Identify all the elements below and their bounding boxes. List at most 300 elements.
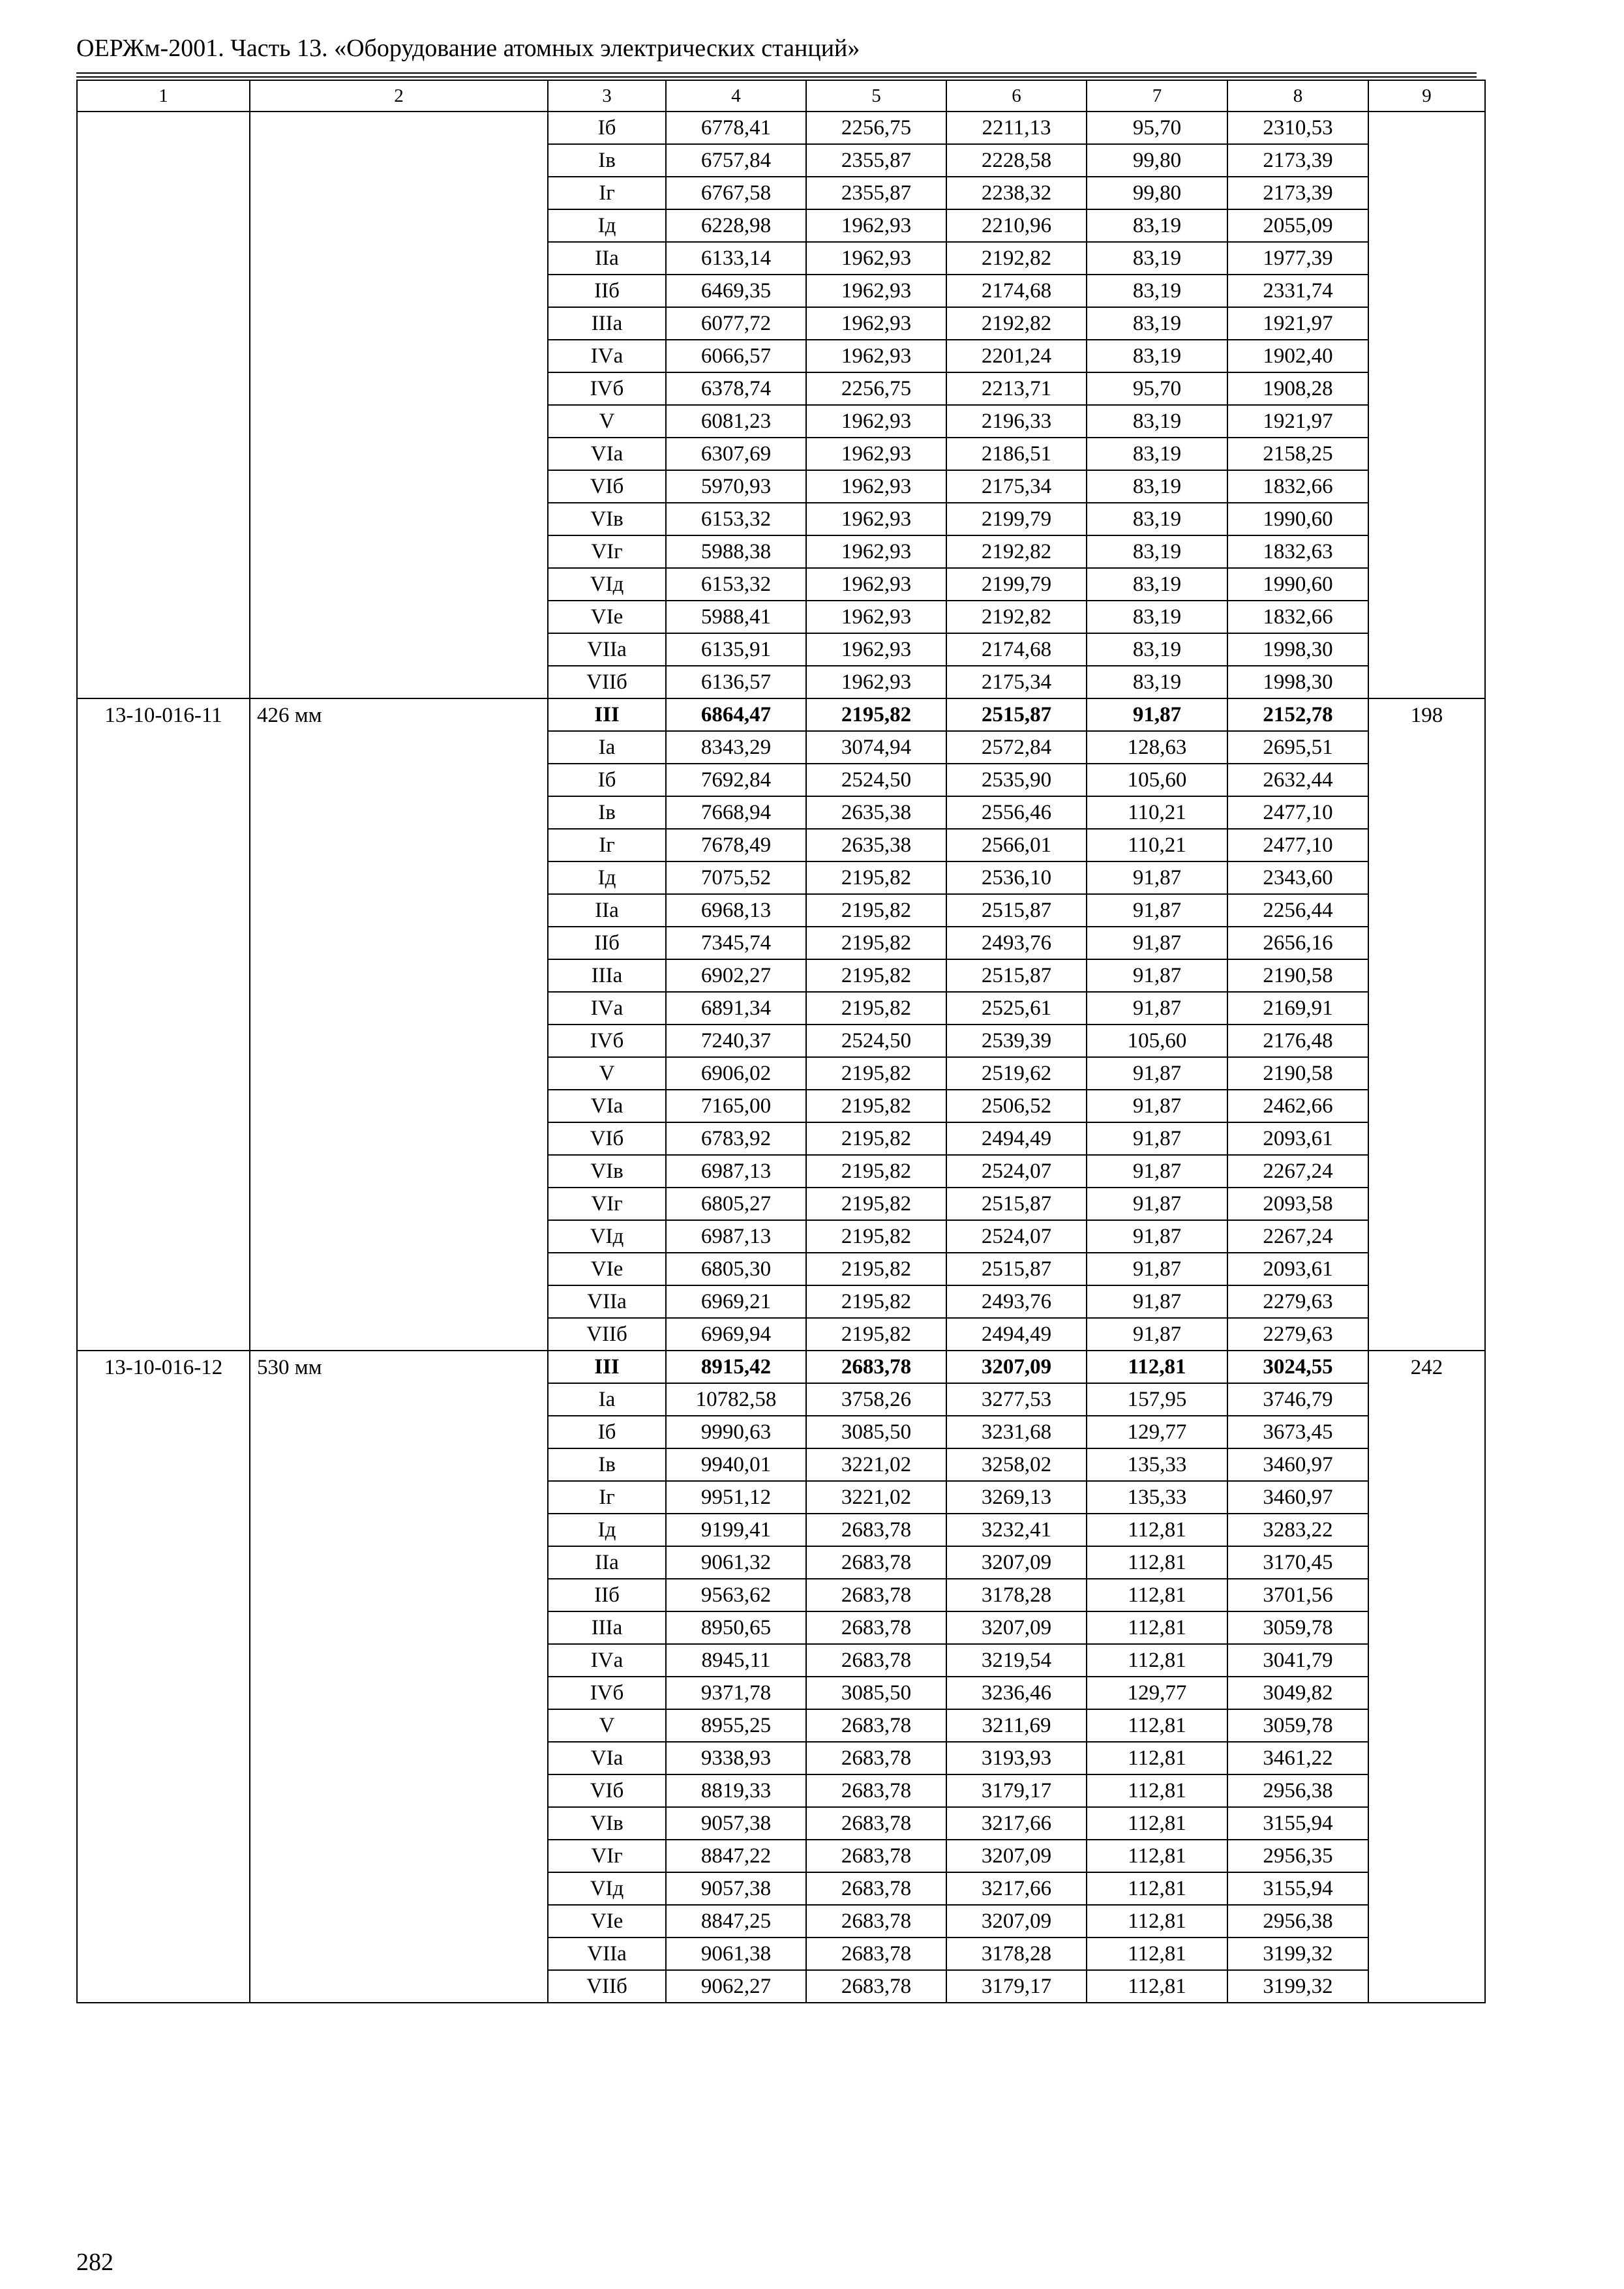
value-cell-col7: 83,19 xyxy=(1087,568,1227,601)
value-cell-col6: 2174,68 xyxy=(946,275,1087,307)
value-cell-col5: 2195,82 xyxy=(806,1122,946,1155)
value-cell-col7: 99,80 xyxy=(1087,177,1227,209)
value-cell-col5: 2195,82 xyxy=(806,1155,946,1188)
value-cell-col8: 2267,24 xyxy=(1227,1155,1368,1188)
category-cell: VIа xyxy=(548,1742,666,1774)
category-cell: Iб xyxy=(548,112,666,144)
value-cell-col6: 3258,02 xyxy=(946,1448,1087,1481)
value-cell-col6: 2535,90 xyxy=(946,764,1087,796)
value-cell-col6: 2536,10 xyxy=(946,861,1087,894)
value-cell-col7: 112,81 xyxy=(1087,1351,1227,1383)
value-cell-col8: 3673,45 xyxy=(1227,1416,1368,1448)
value-cell-col5: 2683,78 xyxy=(806,1709,946,1742)
category-cell: VIд xyxy=(548,1220,666,1253)
value-cell-col8: 1998,30 xyxy=(1227,666,1368,698)
value-cell-col7: 91,87 xyxy=(1087,927,1227,959)
value-cell-col7: 83,19 xyxy=(1087,470,1227,503)
value-cell-col5: 2683,78 xyxy=(806,1546,946,1579)
value-cell-col8: 2173,39 xyxy=(1227,177,1368,209)
category-cell: VIа xyxy=(548,1090,666,1122)
value-cell-col7: 83,19 xyxy=(1087,535,1227,568)
value-cell-col8: 2093,61 xyxy=(1227,1253,1368,1285)
value-cell-col8: 3460,97 xyxy=(1227,1448,1368,1481)
value-cell-col5: 2195,82 xyxy=(806,1220,946,1253)
column-number: 6 xyxy=(946,80,1087,112)
table-row xyxy=(77,112,1485,144)
value-cell-col4: 9057,38 xyxy=(666,1872,806,1905)
value-cell-col7: 83,19 xyxy=(1087,601,1227,633)
value-cell-col5: 1962,93 xyxy=(806,503,946,535)
value-cell-col6: 2196,33 xyxy=(946,405,1087,438)
value-cell-col6: 2175,34 xyxy=(946,666,1087,698)
value-cell-col7: 91,87 xyxy=(1087,698,1227,731)
value-cell-col5: 2195,82 xyxy=(806,927,946,959)
value-cell-col5: 1962,93 xyxy=(806,242,946,275)
category-cell: IIIа xyxy=(548,1611,666,1644)
value-cell-col7: 91,87 xyxy=(1087,894,1227,927)
value-cell-col8: 2632,44 xyxy=(1227,764,1368,796)
value-cell-col4: 8950,65 xyxy=(666,1611,806,1644)
value-cell-col8: 3170,45 xyxy=(1227,1546,1368,1579)
value-cell-col5: 2195,82 xyxy=(806,1090,946,1122)
value-cell-col4: 6767,58 xyxy=(666,177,806,209)
category-cell: VIе xyxy=(548,1905,666,1937)
value-cell-col4: 6228,98 xyxy=(666,209,806,242)
category-cell: IVа xyxy=(548,340,666,372)
value-cell-col5: 1962,93 xyxy=(806,568,946,601)
value-cell-col5: 3221,02 xyxy=(806,1481,946,1514)
value-cell-col7: 135,33 xyxy=(1087,1481,1227,1514)
value-cell-col6: 2174,68 xyxy=(946,633,1087,666)
category-cell: Iв xyxy=(548,144,666,177)
value-cell-col8: 3199,32 xyxy=(1227,1937,1368,1970)
value-cell-col5: 2683,78 xyxy=(806,1807,946,1840)
category-cell: VIб xyxy=(548,470,666,503)
category-cell: VIIа xyxy=(548,633,666,666)
value-cell-col5: 2683,78 xyxy=(806,1937,946,1970)
value-cell-col5: 2683,78 xyxy=(806,1514,946,1546)
category-cell: V xyxy=(548,1709,666,1742)
rate-value-cell xyxy=(1368,112,1485,698)
value-cell-col7: 129,77 xyxy=(1087,1677,1227,1709)
value-cell-col5: 2635,38 xyxy=(806,796,946,829)
value-cell-col8: 2055,09 xyxy=(1227,209,1368,242)
value-cell-col6: 3236,46 xyxy=(946,1677,1087,1709)
value-cell-col6: 2192,82 xyxy=(946,535,1087,568)
value-cell-col6: 3219,54 xyxy=(946,1644,1087,1677)
rate-code-cell xyxy=(77,112,250,698)
value-cell-col6: 3178,28 xyxy=(946,1579,1087,1611)
value-cell-col4: 9951,12 xyxy=(666,1481,806,1514)
value-cell-col4: 6778,41 xyxy=(666,112,806,144)
value-cell-col5: 2683,78 xyxy=(806,1611,946,1644)
value-cell-col8: 2310,53 xyxy=(1227,112,1368,144)
value-cell-col4: 6469,35 xyxy=(666,275,806,307)
value-cell-col8: 2176,48 xyxy=(1227,1025,1368,1057)
value-cell-col5: 2683,78 xyxy=(806,1644,946,1677)
table-body xyxy=(77,80,1485,2003)
value-cell-col4: 6906,02 xyxy=(666,1057,806,1090)
value-cell-col7: 91,87 xyxy=(1087,1285,1227,1318)
value-cell-col6: 3211,69 xyxy=(946,1709,1087,1742)
column-number: 7 xyxy=(1087,80,1227,112)
value-cell-col4: 6081,23 xyxy=(666,405,806,438)
value-cell-col5: 2683,78 xyxy=(806,1351,946,1383)
value-cell-col6: 2566,01 xyxy=(946,829,1087,861)
value-cell-col5: 2683,78 xyxy=(806,1840,946,1872)
value-cell-col6: 2238,32 xyxy=(946,177,1087,209)
value-cell-col8: 3155,94 xyxy=(1227,1807,1368,1840)
value-cell-col8: 2956,35 xyxy=(1227,1840,1368,1872)
value-cell-col8: 1908,28 xyxy=(1227,372,1368,405)
value-cell-col7: 112,81 xyxy=(1087,1840,1227,1872)
value-cell-col8: 3701,56 xyxy=(1227,1579,1368,1611)
value-cell-col8: 2956,38 xyxy=(1227,1905,1368,1937)
value-cell-col4: 8343,29 xyxy=(666,731,806,764)
value-cell-col4: 6378,74 xyxy=(666,372,806,405)
value-cell-col6: 3232,41 xyxy=(946,1514,1087,1546)
value-cell-col4: 9371,78 xyxy=(666,1677,806,1709)
value-cell-col5: 2683,78 xyxy=(806,1742,946,1774)
value-cell-col7: 128,63 xyxy=(1087,731,1227,764)
value-cell-col4: 7345,74 xyxy=(666,927,806,959)
value-cell-col7: 112,81 xyxy=(1087,1579,1227,1611)
value-cell-col7: 83,19 xyxy=(1087,666,1227,698)
value-cell-col5: 2355,87 xyxy=(806,177,946,209)
value-cell-col5: 1962,93 xyxy=(806,209,946,242)
value-cell-col5: 2524,50 xyxy=(806,1025,946,1057)
value-cell-col8: 2477,10 xyxy=(1227,796,1368,829)
value-cell-col6: 3207,09 xyxy=(946,1840,1087,1872)
value-cell-col5: 2195,82 xyxy=(806,1188,946,1220)
value-cell-col7: 91,87 xyxy=(1087,1090,1227,1122)
category-cell: Iв xyxy=(548,1448,666,1481)
value-cell-col8: 2956,38 xyxy=(1227,1774,1368,1807)
value-cell-col5: 2355,87 xyxy=(806,144,946,177)
value-cell-col6: 3269,13 xyxy=(946,1481,1087,1514)
value-cell-col4: 6891,34 xyxy=(666,992,806,1025)
value-cell-col6: 2493,76 xyxy=(946,927,1087,959)
category-cell: IIIа xyxy=(548,959,666,992)
value-cell-col4: 6135,91 xyxy=(666,633,806,666)
value-cell-col5: 2195,82 xyxy=(806,1318,946,1351)
value-cell-col6: 2228,58 xyxy=(946,144,1087,177)
value-cell-col4: 9199,41 xyxy=(666,1514,806,1546)
value-cell-col7: 91,87 xyxy=(1087,1122,1227,1155)
value-cell-col7: 105,60 xyxy=(1087,1025,1227,1057)
value-cell-col7: 95,70 xyxy=(1087,372,1227,405)
value-cell-col8: 3155,94 xyxy=(1227,1872,1368,1905)
value-cell-col5: 2195,82 xyxy=(806,1253,946,1285)
value-cell-col4: 8847,25 xyxy=(666,1905,806,1937)
value-cell-col4: 6805,30 xyxy=(666,1253,806,1285)
value-cell-col6: 2515,87 xyxy=(946,1188,1087,1220)
value-cell-col7: 157,95 xyxy=(1087,1383,1227,1416)
value-cell-col4: 6805,27 xyxy=(666,1188,806,1220)
rates-table xyxy=(76,80,1486,2003)
category-cell: IIа xyxy=(548,1546,666,1579)
value-cell-col6: 3193,93 xyxy=(946,1742,1087,1774)
value-cell-col4: 9940,01 xyxy=(666,1448,806,1481)
value-cell-col6: 2192,82 xyxy=(946,307,1087,340)
value-cell-col6: 2494,49 xyxy=(946,1122,1087,1155)
value-cell-col7: 112,81 xyxy=(1087,1807,1227,1840)
value-cell-col7: 135,33 xyxy=(1087,1448,1227,1481)
header-rule-bottom xyxy=(76,76,1477,78)
category-cell: Iг xyxy=(548,1481,666,1514)
value-cell-col6: 2192,82 xyxy=(946,601,1087,633)
value-cell-col4: 9563,62 xyxy=(666,1579,806,1611)
value-cell-col7: 112,81 xyxy=(1087,1709,1227,1742)
value-cell-col8: 2279,63 xyxy=(1227,1285,1368,1318)
header-rule-top xyxy=(76,72,1477,74)
value-cell-col8: 3059,78 xyxy=(1227,1611,1368,1644)
value-cell-col6: 3231,68 xyxy=(946,1416,1087,1448)
value-cell-col7: 91,87 xyxy=(1087,1318,1227,1351)
category-cell: IVб xyxy=(548,372,666,405)
value-cell-col8: 2093,61 xyxy=(1227,1122,1368,1155)
value-cell-col6: 2213,71 xyxy=(946,372,1087,405)
category-cell: V xyxy=(548,1057,666,1090)
value-cell-col5: 1962,93 xyxy=(806,275,946,307)
table-row xyxy=(77,1351,1485,1383)
category-cell: VIв xyxy=(548,503,666,535)
value-cell-col7: 95,70 xyxy=(1087,112,1227,144)
value-cell-col8: 2279,63 xyxy=(1227,1318,1368,1351)
value-cell-col7: 112,81 xyxy=(1087,1644,1227,1677)
value-cell-col5: 2195,82 xyxy=(806,1057,946,1090)
category-cell: Iд xyxy=(548,1514,666,1546)
value-cell-col6: 2199,79 xyxy=(946,568,1087,601)
value-cell-col8: 3746,79 xyxy=(1227,1383,1368,1416)
value-cell-col6: 2524,07 xyxy=(946,1155,1087,1188)
category-cell: VIIб xyxy=(548,666,666,698)
value-cell-col8: 2190,58 xyxy=(1227,959,1368,992)
value-cell-col6: 3178,28 xyxy=(946,1937,1087,1970)
category-cell: VIг xyxy=(548,535,666,568)
value-cell-col5: 2635,38 xyxy=(806,829,946,861)
value-cell-col5: 3085,50 xyxy=(806,1416,946,1448)
category-cell: Iг xyxy=(548,177,666,209)
value-cell-col5: 2683,78 xyxy=(806,1872,946,1905)
diameter-cell: 426 мм xyxy=(250,698,548,1351)
value-cell-col5: 3085,50 xyxy=(806,1677,946,1709)
value-cell-col6: 2515,87 xyxy=(946,698,1087,731)
column-number: 2 xyxy=(250,80,548,112)
value-cell-col4: 7075,52 xyxy=(666,861,806,894)
value-cell-col8: 2158,25 xyxy=(1227,438,1368,470)
value-cell-col6: 2572,84 xyxy=(946,731,1087,764)
value-cell-col7: 83,19 xyxy=(1087,438,1227,470)
value-cell-col6: 2186,51 xyxy=(946,438,1087,470)
value-cell-col8: 3461,22 xyxy=(1227,1742,1368,1774)
value-cell-col8: 1921,97 xyxy=(1227,307,1368,340)
value-cell-col7: 112,81 xyxy=(1087,1742,1227,1774)
category-cell: Iд xyxy=(548,209,666,242)
value-cell-col5: 1962,93 xyxy=(806,601,946,633)
column-number: 9 xyxy=(1368,80,1485,112)
value-cell-col5: 1962,93 xyxy=(806,438,946,470)
value-cell-col4: 6153,32 xyxy=(666,503,806,535)
value-cell-col4: 9062,27 xyxy=(666,1970,806,2003)
category-cell: IVа xyxy=(548,992,666,1025)
category-cell: Iв xyxy=(548,796,666,829)
value-cell-col8: 3049,82 xyxy=(1227,1677,1368,1709)
value-cell-col4: 6902,27 xyxy=(666,959,806,992)
value-cell-col7: 110,21 xyxy=(1087,829,1227,861)
category-cell: III xyxy=(548,1351,666,1383)
value-cell-col8: 1998,30 xyxy=(1227,633,1368,666)
value-cell-col6: 2494,49 xyxy=(946,1318,1087,1351)
value-cell-col4: 6133,14 xyxy=(666,242,806,275)
value-cell-col5: 2195,82 xyxy=(806,1285,946,1318)
category-cell: VIд xyxy=(548,1872,666,1905)
value-cell-col8: 3460,97 xyxy=(1227,1481,1368,1514)
value-cell-col8: 3059,78 xyxy=(1227,1709,1368,1742)
category-cell: VIг xyxy=(548,1188,666,1220)
value-cell-col7: 91,87 xyxy=(1087,1220,1227,1253)
value-cell-col8: 1832,66 xyxy=(1227,470,1368,503)
value-cell-col6: 2539,39 xyxy=(946,1025,1087,1057)
category-cell: IIб xyxy=(548,275,666,307)
category-cell: IIб xyxy=(548,927,666,959)
value-cell-col8: 2462,66 xyxy=(1227,1090,1368,1122)
diameter-cell xyxy=(250,112,548,698)
value-cell-col5: 1962,93 xyxy=(806,307,946,340)
value-cell-col6: 2519,62 xyxy=(946,1057,1087,1090)
value-cell-col5: 1962,93 xyxy=(806,405,946,438)
value-cell-col7: 91,87 xyxy=(1087,1188,1227,1220)
page-header-title: ОЕРЖм-2001. Часть 13. «Оборудование атомных электрических станций» xyxy=(76,35,860,62)
value-cell-col4: 7165,00 xyxy=(666,1090,806,1122)
value-cell-col7: 112,81 xyxy=(1087,1937,1227,1970)
value-cell-col4: 8819,33 xyxy=(666,1774,806,1807)
category-cell: Iб xyxy=(548,764,666,796)
value-cell-col7: 105,60 xyxy=(1087,764,1227,796)
value-cell-col4: 7678,49 xyxy=(666,829,806,861)
value-cell-col4: 8915,42 xyxy=(666,1351,806,1383)
value-cell-col8: 2169,91 xyxy=(1227,992,1368,1025)
value-cell-col8: 3041,79 xyxy=(1227,1644,1368,1677)
rate-code-cell: 13-10-016-12 xyxy=(77,1351,250,2003)
value-cell-col4: 6136,57 xyxy=(666,666,806,698)
column-number: 5 xyxy=(806,80,946,112)
category-cell: III xyxy=(548,698,666,731)
category-cell: IVб xyxy=(548,1677,666,1709)
value-cell-col4: 6307,69 xyxy=(666,438,806,470)
column-number: 4 xyxy=(666,80,806,112)
value-cell-col7: 83,19 xyxy=(1087,275,1227,307)
column-number: 8 xyxy=(1227,80,1368,112)
value-cell-col7: 91,87 xyxy=(1087,959,1227,992)
value-cell-col6: 3207,09 xyxy=(946,1351,1087,1383)
value-cell-col5: 1962,93 xyxy=(806,633,946,666)
value-cell-col7: 91,87 xyxy=(1087,1155,1227,1188)
value-cell-col8: 2477,10 xyxy=(1227,829,1368,861)
value-cell-col5: 2683,78 xyxy=(806,1579,946,1611)
value-cell-col5: 2256,75 xyxy=(806,112,946,144)
value-cell-col6: 2525,61 xyxy=(946,992,1087,1025)
value-cell-col4: 5988,38 xyxy=(666,535,806,568)
value-cell-col8: 2656,16 xyxy=(1227,927,1368,959)
value-cell-col5: 2683,78 xyxy=(806,1970,946,2003)
value-cell-col7: 112,81 xyxy=(1087,1774,1227,1807)
value-cell-col7: 83,19 xyxy=(1087,405,1227,438)
value-cell-col7: 83,19 xyxy=(1087,209,1227,242)
value-cell-col8: 3199,32 xyxy=(1227,1970,1368,2003)
value-cell-col4: 6969,21 xyxy=(666,1285,806,1318)
value-cell-col6: 2175,34 xyxy=(946,470,1087,503)
value-cell-col6: 3217,66 xyxy=(946,1872,1087,1905)
value-cell-col4: 6969,94 xyxy=(666,1318,806,1351)
value-cell-col5: 2195,82 xyxy=(806,959,946,992)
category-cell: IIа xyxy=(548,242,666,275)
value-cell-col7: 91,87 xyxy=(1087,861,1227,894)
value-cell-col8: 2256,44 xyxy=(1227,894,1368,927)
value-cell-col6: 2211,13 xyxy=(946,112,1087,144)
value-cell-col4: 8955,25 xyxy=(666,1709,806,1742)
value-cell-col6: 3217,66 xyxy=(946,1807,1087,1840)
value-cell-col7: 83,19 xyxy=(1087,503,1227,535)
value-cell-col5: 2683,78 xyxy=(806,1905,946,1937)
value-cell-col7: 129,77 xyxy=(1087,1416,1227,1448)
value-cell-col4: 5970,93 xyxy=(666,470,806,503)
value-cell-col6: 2515,87 xyxy=(946,1253,1087,1285)
value-cell-col6: 2201,24 xyxy=(946,340,1087,372)
category-cell: VIв xyxy=(548,1807,666,1840)
value-cell-col8: 2093,58 xyxy=(1227,1188,1368,1220)
value-cell-col8: 1832,63 xyxy=(1227,535,1368,568)
value-cell-col5: 3758,26 xyxy=(806,1383,946,1416)
value-cell-col5: 3074,94 xyxy=(806,731,946,764)
category-cell: IIб xyxy=(548,1579,666,1611)
value-cell-col8: 1921,97 xyxy=(1227,405,1368,438)
value-cell-col7: 112,81 xyxy=(1087,1970,1227,2003)
value-cell-col6: 3277,53 xyxy=(946,1383,1087,1416)
value-cell-col6: 3179,17 xyxy=(946,1970,1087,2003)
value-cell-col5: 2195,82 xyxy=(806,861,946,894)
value-cell-col4: 6987,13 xyxy=(666,1155,806,1188)
category-cell: Iг xyxy=(548,829,666,861)
value-cell-col8: 2190,58 xyxy=(1227,1057,1368,1090)
value-cell-col6: 2506,52 xyxy=(946,1090,1087,1122)
value-cell-col7: 112,81 xyxy=(1087,1611,1227,1644)
category-cell: VIе xyxy=(548,1253,666,1285)
value-cell-col4: 6757,84 xyxy=(666,144,806,177)
category-cell: VIг xyxy=(548,1840,666,1872)
category-cell: Iа xyxy=(548,1383,666,1416)
column-number-row xyxy=(77,80,1485,112)
category-cell: Iа xyxy=(548,731,666,764)
category-cell: V xyxy=(548,405,666,438)
value-cell-col8: 2173,39 xyxy=(1227,144,1368,177)
value-cell-col8: 1990,60 xyxy=(1227,568,1368,601)
value-cell-col7: 110,21 xyxy=(1087,796,1227,829)
value-cell-col4: 6153,32 xyxy=(666,568,806,601)
value-cell-col7: 83,19 xyxy=(1087,340,1227,372)
value-cell-col6: 2556,46 xyxy=(946,796,1087,829)
value-cell-col8: 1902,40 xyxy=(1227,340,1368,372)
value-cell-col4: 8847,22 xyxy=(666,1840,806,1872)
value-cell-col5: 3221,02 xyxy=(806,1448,946,1481)
category-cell: VIе xyxy=(548,601,666,633)
page-number: 282 xyxy=(76,2249,113,2276)
value-cell-col4: 10782,58 xyxy=(666,1383,806,1416)
value-cell-col6: 2515,87 xyxy=(946,894,1087,927)
value-cell-col4: 9990,63 xyxy=(666,1416,806,1448)
value-cell-col7: 91,87 xyxy=(1087,1253,1227,1285)
value-cell-col8: 3283,22 xyxy=(1227,1514,1368,1546)
